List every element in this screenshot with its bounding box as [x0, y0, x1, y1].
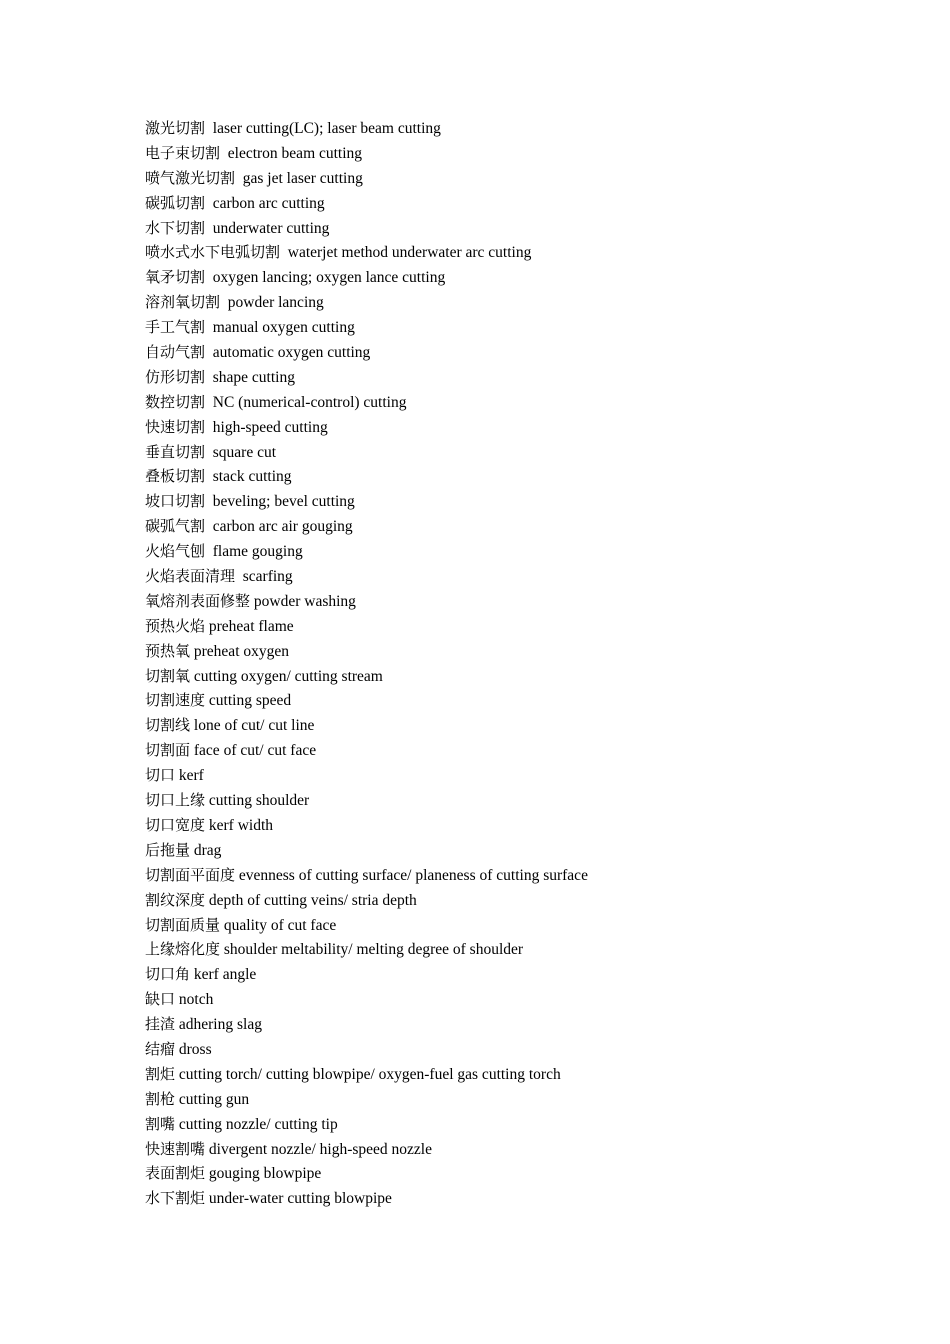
term-english: gouging blowpipe — [205, 1165, 322, 1183]
glossary-entry — [145, 464, 905, 489]
term-english: kerf angle — [190, 966, 257, 984]
term-chinese: 割嘴 — [145, 1114, 176, 1133]
glossary-entry — [145, 1012, 905, 1037]
term-english: quality of cut face — [220, 916, 337, 934]
glossary-entry — [145, 688, 905, 713]
term-chinese: 火焰气刨 — [145, 542, 206, 561]
glossary-entry — [145, 913, 905, 938]
term-english: evenness of cutting surface/ planeness of cutting surface — [235, 866, 588, 884]
term-chinese: 切口上缘 — [145, 791, 206, 810]
term-english: under-water cutting blowpipe — [205, 1190, 392, 1208]
term-chinese: 火焰表面清理 — [145, 567, 236, 586]
glossary-entry — [145, 664, 905, 689]
glossary-entry — [145, 614, 905, 639]
term-chinese: 坡口切割 — [145, 492, 206, 511]
term-chinese: 切口宽度 — [145, 815, 206, 834]
term-english: divergent nozzle/ high-speed nozzle — [205, 1140, 432, 1158]
term-chinese: 后拖量 — [145, 840, 191, 859]
term-chinese: 预热氧 — [145, 641, 191, 660]
glossary-entry — [145, 838, 905, 863]
glossary-entry — [145, 987, 905, 1012]
glossary-entry — [145, 589, 905, 614]
glossary-entry — [145, 1161, 905, 1186]
term-chinese: 切口角 — [145, 965, 191, 984]
term-chinese: 切割氧 — [145, 666, 191, 685]
glossary-entry — [145, 813, 905, 838]
glossary-entry — [145, 340, 905, 365]
term-chinese: 切口 — [145, 766, 176, 785]
glossary-entry — [145, 216, 905, 241]
term-english: high-speed cutting — [205, 418, 328, 436]
term-english: gas jet laser cutting — [235, 169, 363, 187]
term-chinese: 切割速度 — [145, 691, 206, 710]
term-chinese: 割纹深度 — [145, 890, 206, 909]
term-chinese: 缺口 — [145, 990, 176, 1009]
term-chinese: 切割面质量 — [145, 915, 221, 934]
term-english: kerf — [175, 767, 204, 785]
glossary-entry — [145, 1137, 905, 1162]
term-english: drag — [190, 841, 222, 859]
term-english: cutting gun — [175, 1090, 250, 1108]
glossary-entry — [145, 639, 905, 664]
term-chinese: 割炬 — [145, 1064, 176, 1083]
glossary-entry — [145, 290, 905, 315]
glossary-entry — [145, 1087, 905, 1112]
term-chinese: 喷水式水下电弧切割 — [145, 243, 281, 262]
term-english: underwater cutting — [205, 219, 330, 237]
term-chinese: 上缘熔化度 — [145, 940, 221, 959]
term-chinese: 手工气割 — [145, 318, 206, 337]
term-chinese: 垂直切割 — [145, 442, 206, 461]
term-english: depth of cutting veins/ stria depth — [205, 891, 417, 909]
term-english: waterjet method underwater arc cutting — [280, 244, 532, 262]
glossary-entry — [145, 141, 905, 166]
term-english: powder washing — [250, 592, 356, 610]
term-english: notch — [175, 991, 214, 1009]
term-chinese: 水下割炬 — [145, 1189, 206, 1208]
glossary-entry — [145, 116, 905, 141]
glossary-entry — [145, 166, 905, 191]
term-chinese: 快速切割 — [145, 417, 206, 436]
glossary-entry — [145, 390, 905, 415]
term-chinese: 割枪 — [145, 1089, 176, 1108]
term-chinese: 氧熔剂表面修整 — [145, 591, 251, 610]
glossary-entry — [145, 440, 905, 465]
glossary-entry — [145, 1062, 905, 1087]
term-english: stack cutting — [205, 468, 292, 486]
glossary-entry — [145, 888, 905, 913]
glossary-entry — [145, 315, 905, 340]
glossary-entry — [145, 1112, 905, 1137]
term-english: flame gouging — [205, 543, 303, 561]
term-english: cutting shoulder — [205, 792, 310, 810]
term-english: preheat oxygen — [190, 642, 290, 660]
term-chinese: 水下切割 — [145, 218, 206, 237]
term-english: beveling; bevel cutting — [205, 493, 355, 511]
term-chinese: 叠板切割 — [145, 467, 206, 486]
term-chinese: 表面割炬 — [145, 1164, 206, 1183]
glossary-entry — [145, 489, 905, 514]
term-english: preheat flame — [205, 617, 294, 635]
term-chinese: 切割面平面度 — [145, 865, 236, 884]
term-english: cutting oxygen/ cutting stream — [190, 667, 383, 685]
glossary-entry — [145, 937, 905, 962]
term-chinese: 快速割嘴 — [145, 1139, 206, 1158]
term-english: scarfing — [235, 568, 293, 586]
term-chinese: 数控切割 — [145, 392, 206, 411]
glossary-entry — [145, 240, 905, 265]
glossary-entry — [145, 1186, 905, 1211]
term-english: kerf width — [205, 816, 274, 834]
term-chinese: 挂渣 — [145, 1015, 176, 1034]
term-chinese: 预热火焰 — [145, 616, 206, 635]
glossary-entry — [145, 1037, 905, 1062]
term-english: electron beam cutting — [220, 144, 363, 162]
term-chinese: 激光切割 — [145, 119, 206, 137]
term-english: cutting torch/ cutting blowpipe/ oxygen-fuel gas cutting torch — [175, 1065, 561, 1083]
glossary-entry — [145, 514, 905, 539]
term-english: cutting nozzle/ cutting tip — [175, 1115, 338, 1133]
glossary-entry — [145, 265, 905, 290]
term-english: carbon arc cutting — [205, 194, 325, 212]
term-english: manual oxygen cutting — [205, 319, 355, 337]
term-chinese: 结瘤 — [145, 1039, 176, 1058]
glossary-entry — [145, 738, 905, 763]
term-chinese: 切割线 — [145, 716, 191, 735]
glossary-entry — [145, 415, 905, 440]
term-chinese: 碳弧切割 — [145, 193, 206, 212]
term-english: laser cutting(LC); laser beam cutting — [205, 120, 441, 137]
glossary-entry — [145, 539, 905, 564]
glossary-entry — [145, 191, 905, 216]
term-english: square cut — [205, 443, 277, 461]
term-english: NC (numerical-control) cutting — [205, 393, 407, 411]
term-english: shape cutting — [205, 368, 295, 386]
glossary-list — [145, 116, 905, 1211]
glossary-entry — [145, 962, 905, 987]
term-english: dross — [175, 1040, 212, 1058]
term-chinese: 仿形切割 — [145, 367, 206, 386]
term-english: oxygen lancing; oxygen lance cutting — [205, 269, 446, 287]
term-english: shoulder meltability/ melting degree of shoulder — [220, 941, 524, 959]
term-english: lone of cut/ cut line — [190, 717, 315, 735]
glossary-entry — [145, 365, 905, 390]
term-english: face of cut/ cut face — [190, 742, 317, 760]
term-chinese: 氧矛切割 — [145, 268, 206, 287]
term-chinese: 电子束切割 — [145, 143, 221, 162]
term-chinese: 喷气激光切割 — [145, 168, 236, 187]
term-chinese: 溶剂氧切割 — [145, 293, 221, 312]
glossary-entry — [145, 564, 905, 589]
term-chinese: 切割面 — [145, 741, 191, 760]
glossary-entry — [145, 788, 905, 813]
term-chinese: 自动气割 — [145, 343, 206, 362]
term-english: carbon arc air gouging — [205, 518, 353, 536]
glossary-entry — [145, 763, 905, 788]
glossary-entry — [145, 713, 905, 738]
term-english: cutting speed — [205, 692, 292, 710]
term-english: powder lancing — [220, 294, 324, 312]
term-english: automatic oxygen cutting — [205, 344, 371, 362]
term-chinese: 碳弧气割 — [145, 517, 206, 536]
term-english: adhering slag — [175, 1016, 262, 1034]
glossary-entry — [145, 863, 905, 888]
